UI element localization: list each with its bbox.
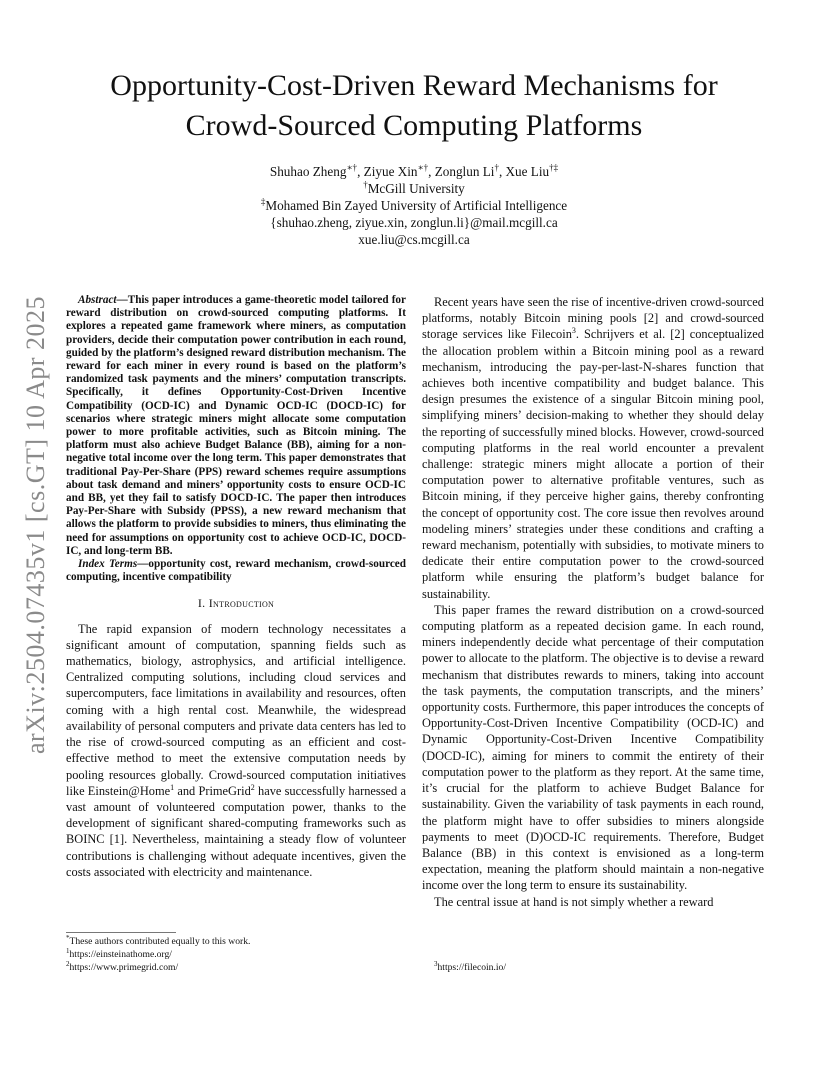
footnotes-left (66, 932, 250, 974)
abstract-text: —This paper introduces a game-theoretic model tailored for reward distribution on crowd-sourced computing platforms. It explores a repeated game framework where miners, as computation providers, decide their computation power contribution in each round, guided by the platform’s designed reward distribution mechanism. The reward for each miner in every round is based on the platform’s randomized task payments and the miners’ computation transcripts. Specifically, it defines Opportunity-Cost-Driven Incentive Compatibility (OCD-IC) and Dynamic OCD-IC (DOCD-IC) for scenarios where strategic miners might allocate some computation power to more profitable activities, such as Bitcoin mining. The platform must also achieve Budget Balance (BB), aiming for a non-negative total income over the long term. This paper demonstrates that traditional Pay-Per-Share (PPS) reward schemes require assumptions about task demand and miners’ opportunity costs to ensure OCD-IC and BB, yet they fail to satisfy DOCD-IC. The paper then introduces Pay-Per-Share with Subsidy (PPSS), a new reward mechanism that allows the platform to provide subsidies to miners, thus eliminating the need for assumptions on opportunity cost to achieve OCD-IC, DOCD-IC, and long-term BB. (66, 294, 406, 557)
affiliation-2 (60, 197, 768, 214)
right-paragraph-2: This paper frames the reward distribution on a crowd-sourced computing platform as a repeated decision game. In each round, miners independently decide what percentage of their computation power to allocate to the platform. The objective is to devise a reward mechanism that distributes rewards to miners, taking into account the task payments, the computation transcripts, and the miners’ opportunity costs. Furthermore, this paper introduces the concepts of Opportunity-Cost-Driven Incentive Compatibility (OCD-IC) and Dynamic Opportunity-Cost-Driven Incentive Compatibility (DOCD-IC), aiming for miners to commit the entirety of their computation power to the platform as they report. At the same time, it’s crucial for the platform to achieve Budget Balance for sustainability. Given the variability of task payments in each round, the platform might have to offer subsidies to miners alongside payments to meet (D)OCD-IC requirements. Therefore, Budget Balance (BB) in this context is envisioned as a long-term expectation, meaning the platform should maintain a non-negative income over the long term to ensure its sustainability. (422, 602, 764, 893)
footnote-url-3: https://filecoin.io/ (437, 962, 506, 973)
affiliation-1 (60, 180, 768, 197)
footnote-3 (434, 959, 506, 975)
right-paragraph-3: The central issue at hand is not simply whether a reward (434, 894, 714, 909)
intro-p1-part-2: and PrimeGrid (174, 783, 251, 798)
author-block (60, 163, 768, 248)
footnote-1 (66, 946, 250, 962)
right-column (422, 294, 764, 910)
footnote-2 (66, 959, 250, 975)
index-terms (66, 558, 406, 584)
footnote-mark-1: 1 (66, 946, 70, 955)
paper-title (60, 66, 768, 146)
arxiv-identifier-text: arXiv:2504.07435v1 [cs.GT] 10 Apr 2025 (21, 295, 50, 755)
author-3-marks: † (494, 162, 499, 173)
affiliation-2-mark: ‡ (260, 196, 266, 207)
title-line-2: Crowd-Sourced Computing Platforms (185, 109, 643, 142)
index-terms-text: —opportunity cost, reward mechanism, crowd-sourced computing, incentive compatibility (66, 558, 406, 584)
affiliation-1-text: McGill University (367, 181, 465, 196)
section-heading-introduction (66, 595, 406, 611)
abstract-label: Abstract (78, 294, 117, 306)
intro-p1-part-3: have successfully harnessed a vast amount of volunteered computation power, thanks to the development of significant shared-computing frameworks such as BOINC [1]. Nevertheless, maintaining a steady flow of volunteer contributions is challenging without adequate incentives, given the costs associated with electricity and maintenance. (66, 783, 406, 879)
footnote-mark-star: * (66, 933, 70, 942)
right-p1-part-2: . Schrijvers et al. [2] conceptualized the allocation problem within a Bitcoin mining pool as a reward mechanism, introducing the pay-per-last-N-shares function that achieves both incentive compatibility and budget balance. This design presumes the existence of a singular Bitcoin mining pool, simplifying miners’ decision-making to whether they should delay the reporting of successfully mined blocks. However, crowd-sourced computing platforms in the real world encounter a prevalent challenge: strategic miners might allocate a portion of their computation power to alternative profitable ventures, such as Bitcoin mining, if they perceive higher gains, thereby confronting the concept of opportunity cost. The core issue then revolves around modeling miners’ strategies under these conditions and crafting a reward mechanism, potentially with subsidies, to motivate miners to dedicate their entire computation power to the crowd-sourced platform while ensuring the platform’s budget balance for sustainability. (422, 327, 765, 601)
arxiv-identifier-stamp (16, 285, 56, 765)
right-p1-part-1: Recent years have seen the rise of incentive-driven crowd-sourced platforms, notably Bitcoin mining pools [2] and crowd-sourced storage services like Filecoin (422, 295, 764, 342)
footnote-url-1: https://einsteinathome.org/ (69, 948, 172, 960)
footnotes-right (434, 959, 506, 975)
footnote-mark-2: 2 (66, 959, 70, 968)
section-number: I. (197, 596, 206, 611)
footnote-ref-3: 3 (571, 326, 576, 336)
section-title: Introduction (208, 596, 275, 611)
affiliation-1-mark: † (363, 179, 368, 190)
footnote-ref-2: 2 (250, 782, 255, 792)
email-line-2: xue.liu@cs.mcgill.ca (358, 232, 470, 247)
author-4: Xue Liu (505, 164, 550, 179)
intro-paragraph-1 (66, 621, 406, 880)
left-column (66, 294, 406, 880)
author-2: Ziyue Xin (363, 164, 418, 179)
footnote-text: These authors contributed equally to this work. (69, 936, 251, 947)
footnote-url-2: https://www.primegrid.com/ (69, 961, 179, 973)
author-3: Zonglun Li (434, 164, 495, 179)
author-separator: , (428, 164, 435, 179)
footnote-mark-3: 3 (434, 959, 438, 968)
affiliation-2-text: Mohamed Bin Zayed University of Artificial Intelligence (265, 198, 568, 213)
author-4-marks: †‡ (549, 162, 559, 173)
author-2-marks: ∗† (417, 162, 429, 173)
right-paragraph-1 (422, 294, 764, 602)
index-terms-label: Index Terms (78, 558, 138, 571)
author-1-marks: ∗† (346, 162, 358, 173)
email-line-1: {shuhao.zheng, ziyue.xin, zonglun.li}@mail.mcgill.ca (270, 215, 558, 230)
author-separator: , (357, 164, 364, 179)
footnote-rule (66, 932, 176, 933)
author-names (60, 163, 768, 180)
author-separator: , (498, 164, 506, 179)
footnote-equal-contribution (66, 933, 251, 949)
intro-p1-part-1: The rapid expansion of modern technology necessitates a significant amount of computation, spanning fields such as mathematics, biology, astrophysics, and artificial intelligence. Centralized computing solutions, including cloud services and supercomputers, face limitations in availability and resources, often coming with a high rental cost. Meanwhile, the widespread availability of personal computers and private data centers has led to the rise of crowd-sourced computing as an efficient and cost-effective method to meet the extensive computation needs by pooling resources globally. Crowd-sourced computation initiatives like Einstein@Home (66, 621, 406, 798)
abstract (66, 294, 406, 558)
footnote-ref-1: 1 (170, 782, 175, 792)
author-1: Shuhao Zheng (269, 164, 347, 179)
title-line-1: Opportunity-Cost-Driven Reward Mechanisms for (110, 69, 718, 102)
